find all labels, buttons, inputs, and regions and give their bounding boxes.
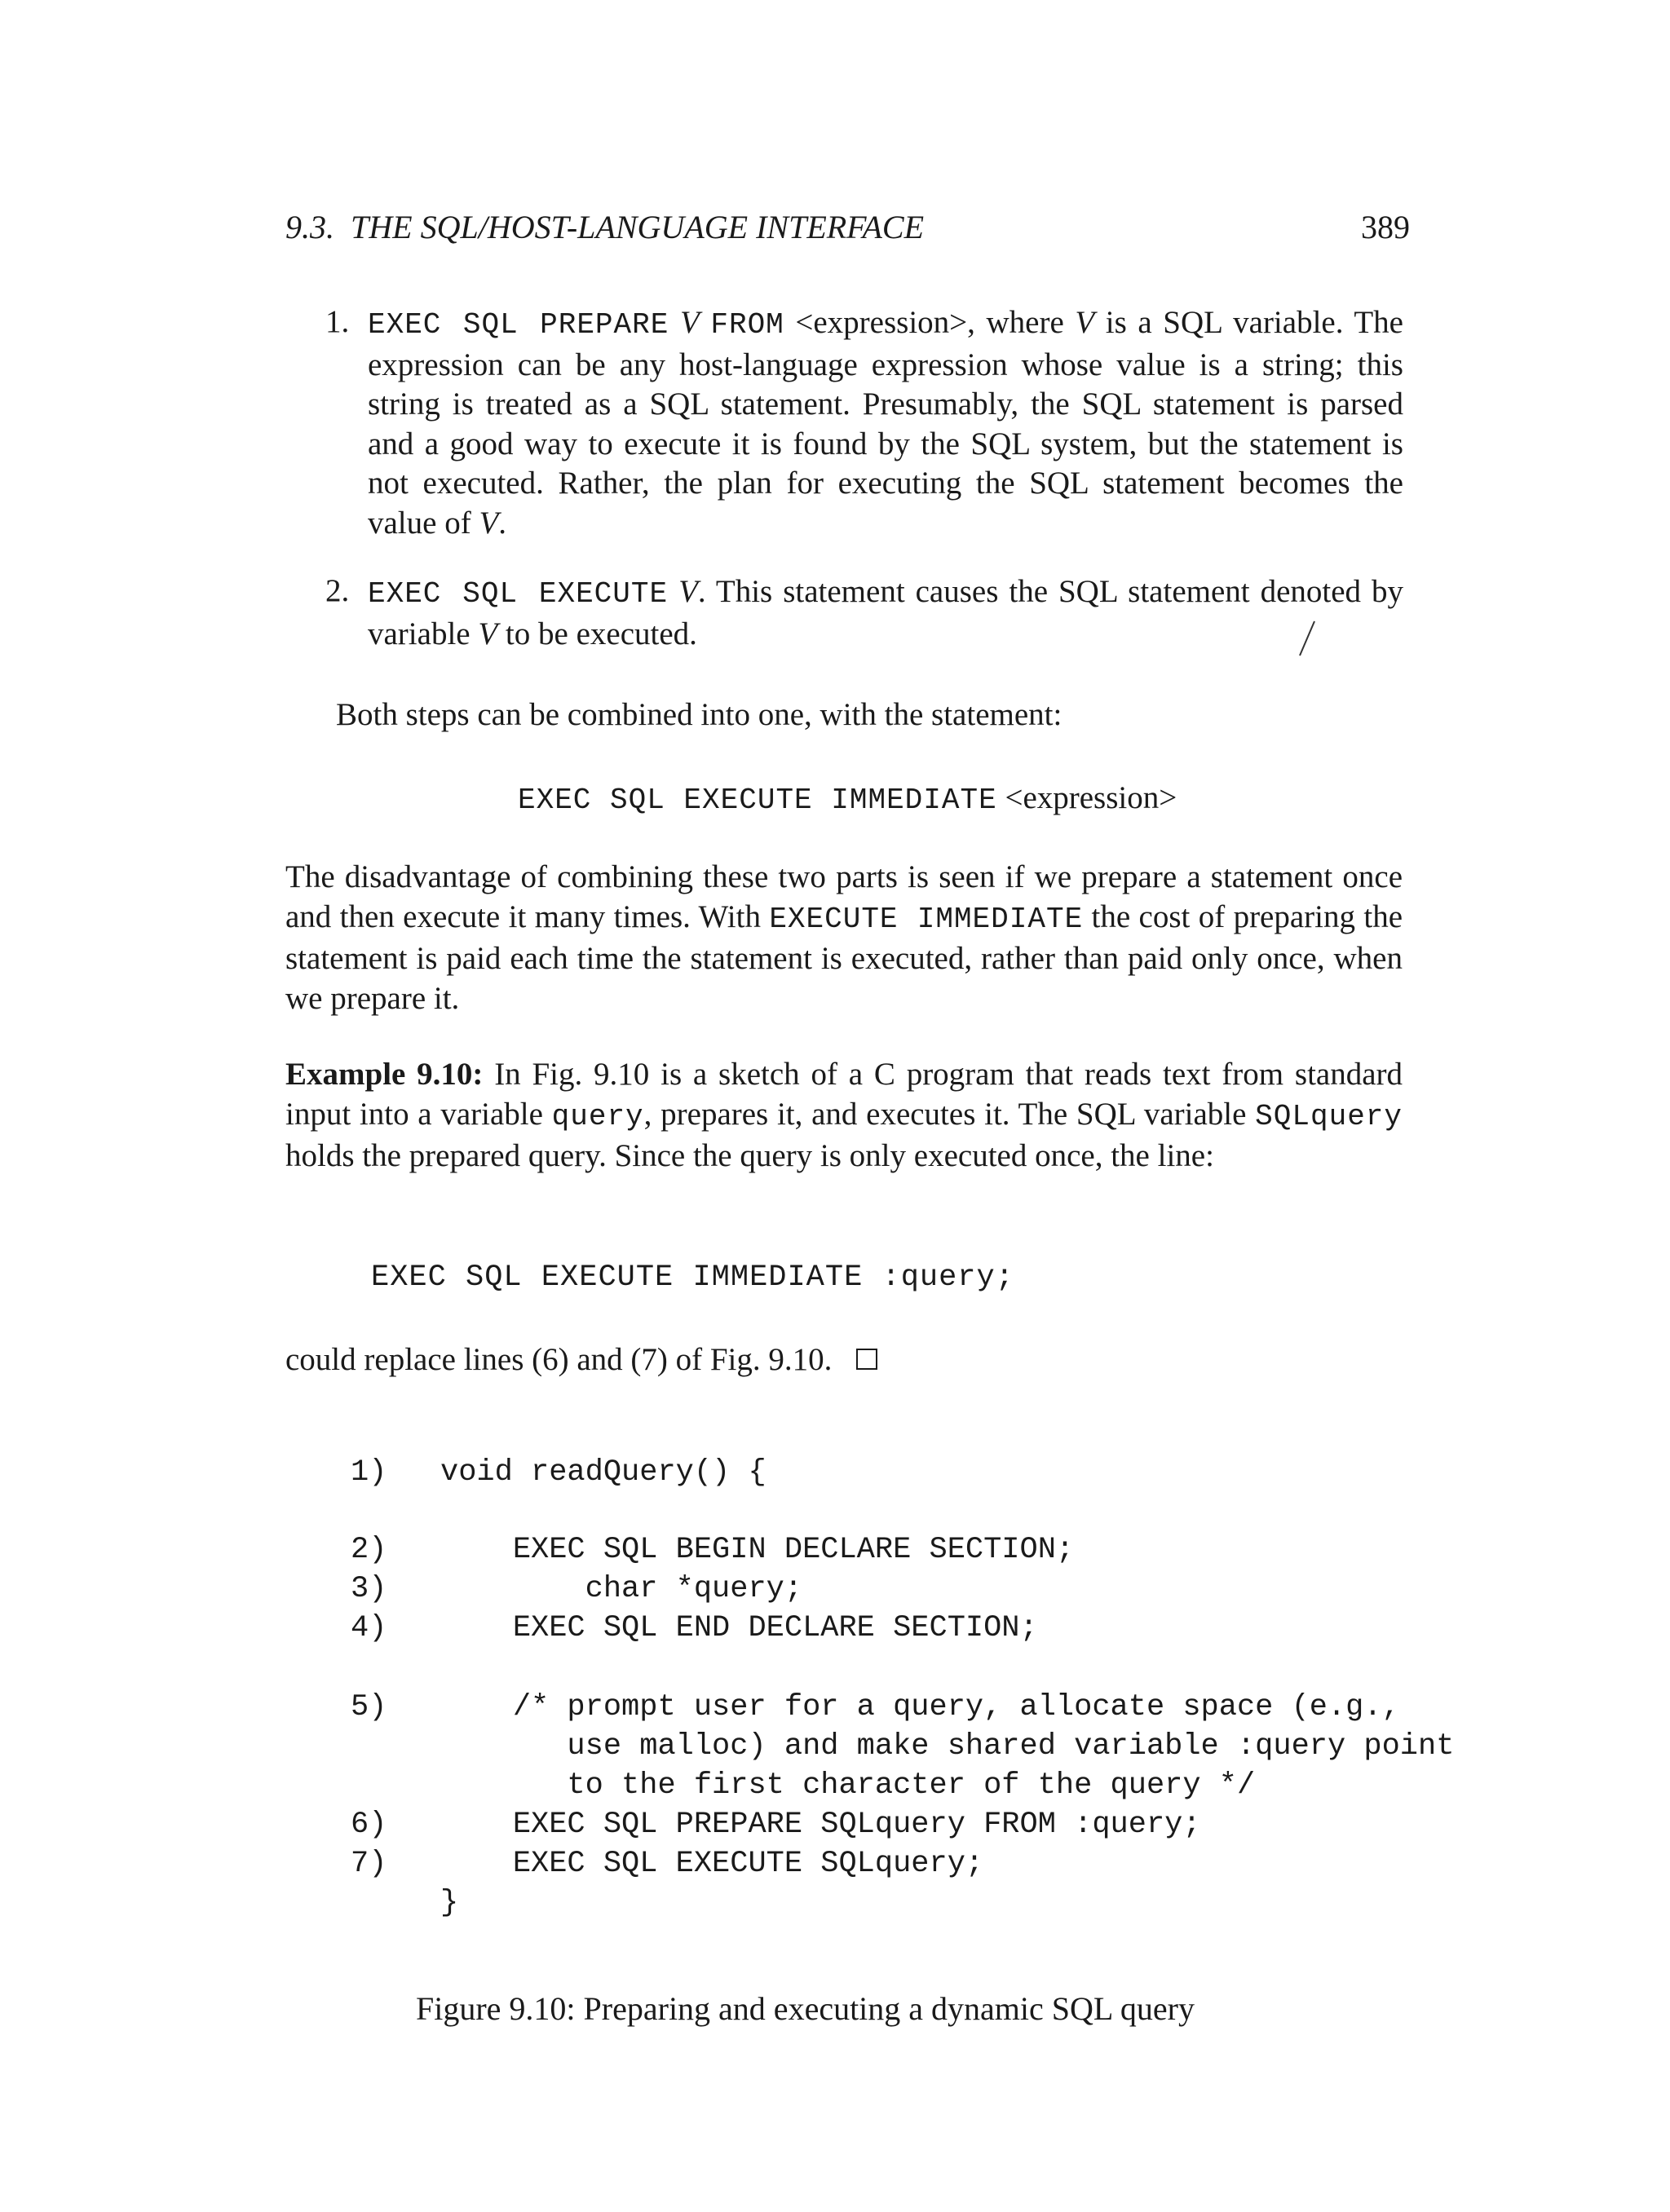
line-number: 4) [351,1611,387,1645]
code-text: /* prompt user for a query, allocate space (e.g., [440,1690,1400,1724]
code-text: EXEC SQL BEGIN DECLARE SECTION; [440,1533,1075,1567]
line-number: 2) [351,1533,387,1567]
line-number: 5) [351,1690,387,1724]
inline-code: EXEC SQL EXECUTE [368,577,669,611]
text-run: In Fig. 9.10 is a sketch of a C program that reads text from standard input into a variable [285,1057,1403,1132]
inline-code: EXEC SQL PREPARE [368,308,669,342]
combine-paragraph: Both steps can be combined into one, with the statement: [336,697,1063,732]
code-text: to the first character of the query */ [440,1768,1256,1803]
page-number: 389 [1361,209,1410,245]
example-paragraph [285,1055,1403,1177]
inline-code: FROM [710,308,784,342]
pen-mark [1295,618,1319,659]
text-run: is a SQL variable. The expression can be any host-language expression whose value is a string; this string is treated as a SQL statement. Presumably, the SQL statement is parsed and a good way to execute it is found by the SQL system, but the statement is not executed. Rather, the plan for executing the SQL statement becomes the value of [368,305,1403,541]
variable-name: V [479,505,499,541]
inline-code: query [551,1099,644,1133]
example-label: Example 9.10: [285,1057,484,1092]
inline-code: SQLquery [1255,1099,1403,1133]
list-number: 1. [325,304,350,339]
inline-code: EXECUTE IMMEDIATE [769,902,1084,936]
list-item-text [368,303,1403,543]
list-item-text [368,572,1403,654]
example-display-code: EXEC SQL EXECUTE IMMEDIATE :query; [371,1261,1014,1295]
figure-caption: Figure 9.10: Preparing and executing a dynamic SQL query [416,1990,1195,2027]
running-head: 9.3. THE SQL/HOST-LANGUAGE INTERFACE [285,209,925,245]
text-run: The disadvantage of combining these two parts is seen if we prepare a statement once and then execute it many times. With [285,859,1403,934]
line-number: 7) [351,1847,387,1881]
line-number: 6) [351,1808,387,1842]
qed-box-icon [856,1349,877,1370]
code-text: void readQuery() { [440,1455,767,1490]
inline-code: EXEC SQL EXECUTE IMMEDIATE [518,784,997,817]
code-text: EXEC SQL END DECLARE SECTION; [440,1611,1038,1645]
text-run: , prepares it, and executes it. The SQL variable [643,1096,1256,1132]
line-number: 1) [351,1455,387,1490]
code-text: char *query; [440,1572,803,1606]
disadvantage-paragraph [285,858,1403,1018]
code-text: use malloc) and make shared variable :query point [440,1729,1455,1764]
code-text: } [440,1886,459,1920]
text-run: the cost of preparing the statement is paid each time the statement is executed, rather than paid only once, when we prepare it. [285,898,1403,1016]
display-statement [518,779,1177,817]
variable-name: V [1075,305,1095,340]
text-run: holds the prepared query. Since the query is only executed once, the line: [285,1138,1214,1173]
line-number: 3) [351,1572,387,1606]
text-run: could replace lines (6) and (7) of Fig. 9.10. [285,1342,833,1377]
variable-name: V [478,616,498,651]
text-run: . This statement causes the SQL statement denoted by variable [368,574,1404,651]
replace-sentence [285,1341,877,1378]
text-run: to be executed. [497,616,697,651]
text-run: <expression>, where [784,305,1076,340]
text-run: <expression> [996,780,1177,815]
variable-name: V [678,574,698,609]
code-text: EXEC SQL EXECUTE SQLquery; [440,1847,984,1881]
code-text: EXEC SQL PREPARE SQLquery FROM :query; [440,1808,1201,1842]
variable-name: V [679,305,700,340]
list-number: 2. [325,573,350,608]
text-run: . [498,505,507,541]
